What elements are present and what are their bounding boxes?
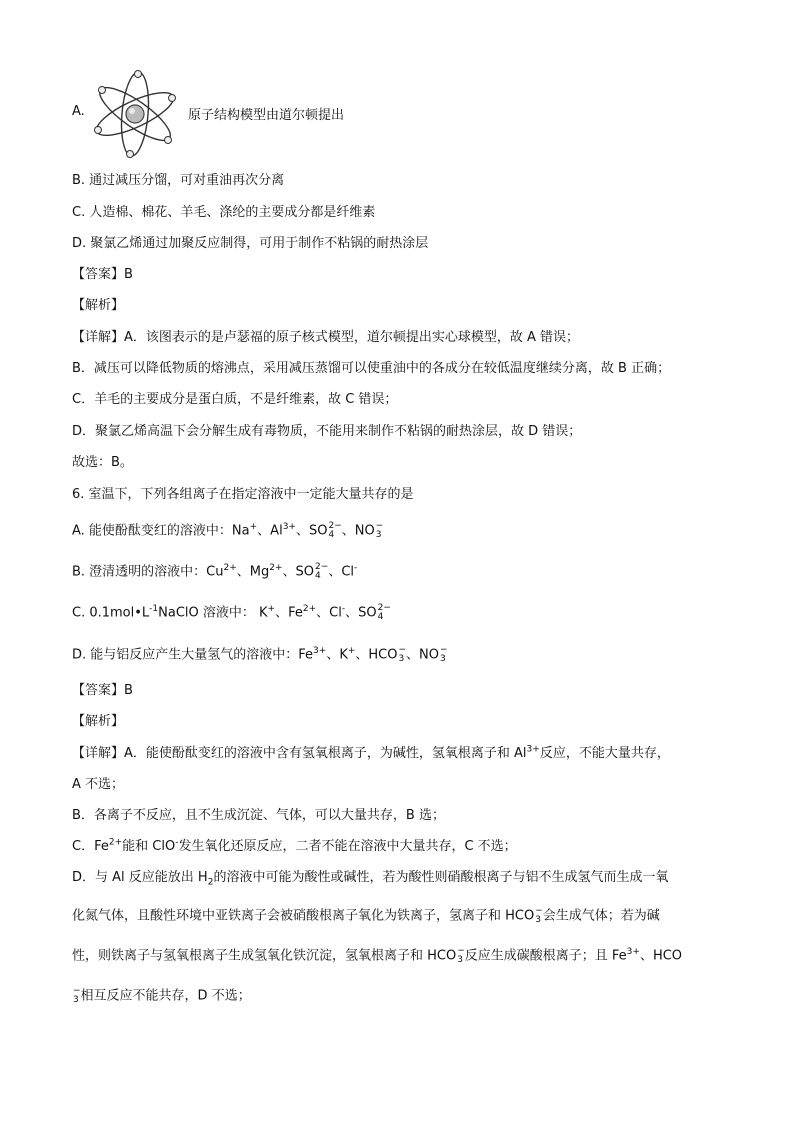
option-a-text: 原子结构模型由道尔顿提出	[188, 108, 345, 123]
q5-detail-d: D．聚氯乙烯高温下会分解生成有毒物质，不能用来制作不粘锅的耐热涂层，故 D 错误；	[72, 424, 582, 439]
q6-detail-a2: A 不选；	[72, 777, 125, 792]
q5-analysis-label: 【解析】	[72, 298, 125, 313]
q6-option-d: D. 能与铝反应产生大量氢气的溶液中：$Fe^{3+}$、K+、HCO − 3 、NO − 3	[72, 645, 448, 664]
q6-detail-c: C．$Fe^{2+}$能和 ClO-发生氧化还原反应，二者不能在溶液中大量共存，C 不选；	[72, 837, 517, 854]
q5-choice: 故选：B。	[72, 455, 133, 470]
q5-detail-c: C．羊毛的主要成分是蛋白质，不是纤维素，故 C 错误；	[72, 392, 398, 407]
option-b: B. 通过减压分馏，可对重油再次分离	[72, 173, 285, 188]
q6-answer: 【答案】B	[72, 683, 133, 698]
q6-detail-b: B．各离子不反应，且不生成沉淀、气体，可以大量共存，B 选；	[72, 808, 445, 823]
q5-detail-b: B．减压可以降低物质的熔沸点，采用减压蒸馏可以使重油中的各成分在较低温度继续分离，故 B 正确；	[72, 361, 671, 376]
q5-answer: 【答案】B	[72, 267, 133, 282]
option-c: C. 人造棉、棉花、羊毛、涤纶的主要成分都是纤维素	[72, 205, 376, 220]
atom-model-icon	[90, 68, 180, 160]
q6-detail-d2: 化氮气体，且酸性环境中亚铁离子会被硝酸根离子氧化为铁离子，氢离子和 HCO − 3 会生成气体；若为碱	[72, 906, 660, 925]
q6-detail-d3: 性，则铁离子与氢氧根离子生成氢氧化铁沉淀，氢氧根离子和 HCO − 3 反应生成碳酸根离子；且 $Fe^{3+}$、HCO	[72, 946, 683, 965]
q6-analysis-label: 【解析】	[72, 714, 125, 729]
q6-detail-d1: D．与 Al 反应能放出 $H_2$的溶液中可能为酸性或碱性，若为酸性则硝酸根离子与铝不生成氢气而生成一氧	[72, 870, 669, 888]
q5-detail-a: 【详解】A．该图表示的是卢瑟福的原子核式模型，道尔顿提出实心球模型，故 A 错误；	[72, 330, 580, 345]
option-d: D. 聚氯乙烯通过加聚反应制得，可用于制作不粘锅的耐热涂层	[72, 236, 429, 251]
q6-stem: 6. 室温下，下列各组离子在指定溶液中一定能大量共存的是	[72, 487, 414, 502]
q6-option-b: B. 澄清透明的溶液中：$Cu^{2+}$、$Mg^{2+}$、SO 2− 4 、Cl-	[72, 562, 358, 581]
q6-option-a: A. 能使酚酞变红的溶液中：Na+、$Al^{3+}$、SO 2− 4 、NO − 3	[72, 521, 384, 540]
q6-detail-d4: − 3 相互反应不能共存，D 不选；	[73, 986, 251, 1005]
q6-detail-a1: 【详解】A．能使酚酞变红的溶液中含有氢氧根离子，为碱性，氢氧根离子和 $Al^{3+}$反应，不能大量共存，	[72, 744, 670, 761]
option-a-label: A.	[72, 104, 85, 119]
q6-option-c: C. $0.1mol•L^{-1}NaClO$ 溶液中： K+、$Fe^{2+}$、Cl-、SO 2− 4	[72, 603, 391, 622]
